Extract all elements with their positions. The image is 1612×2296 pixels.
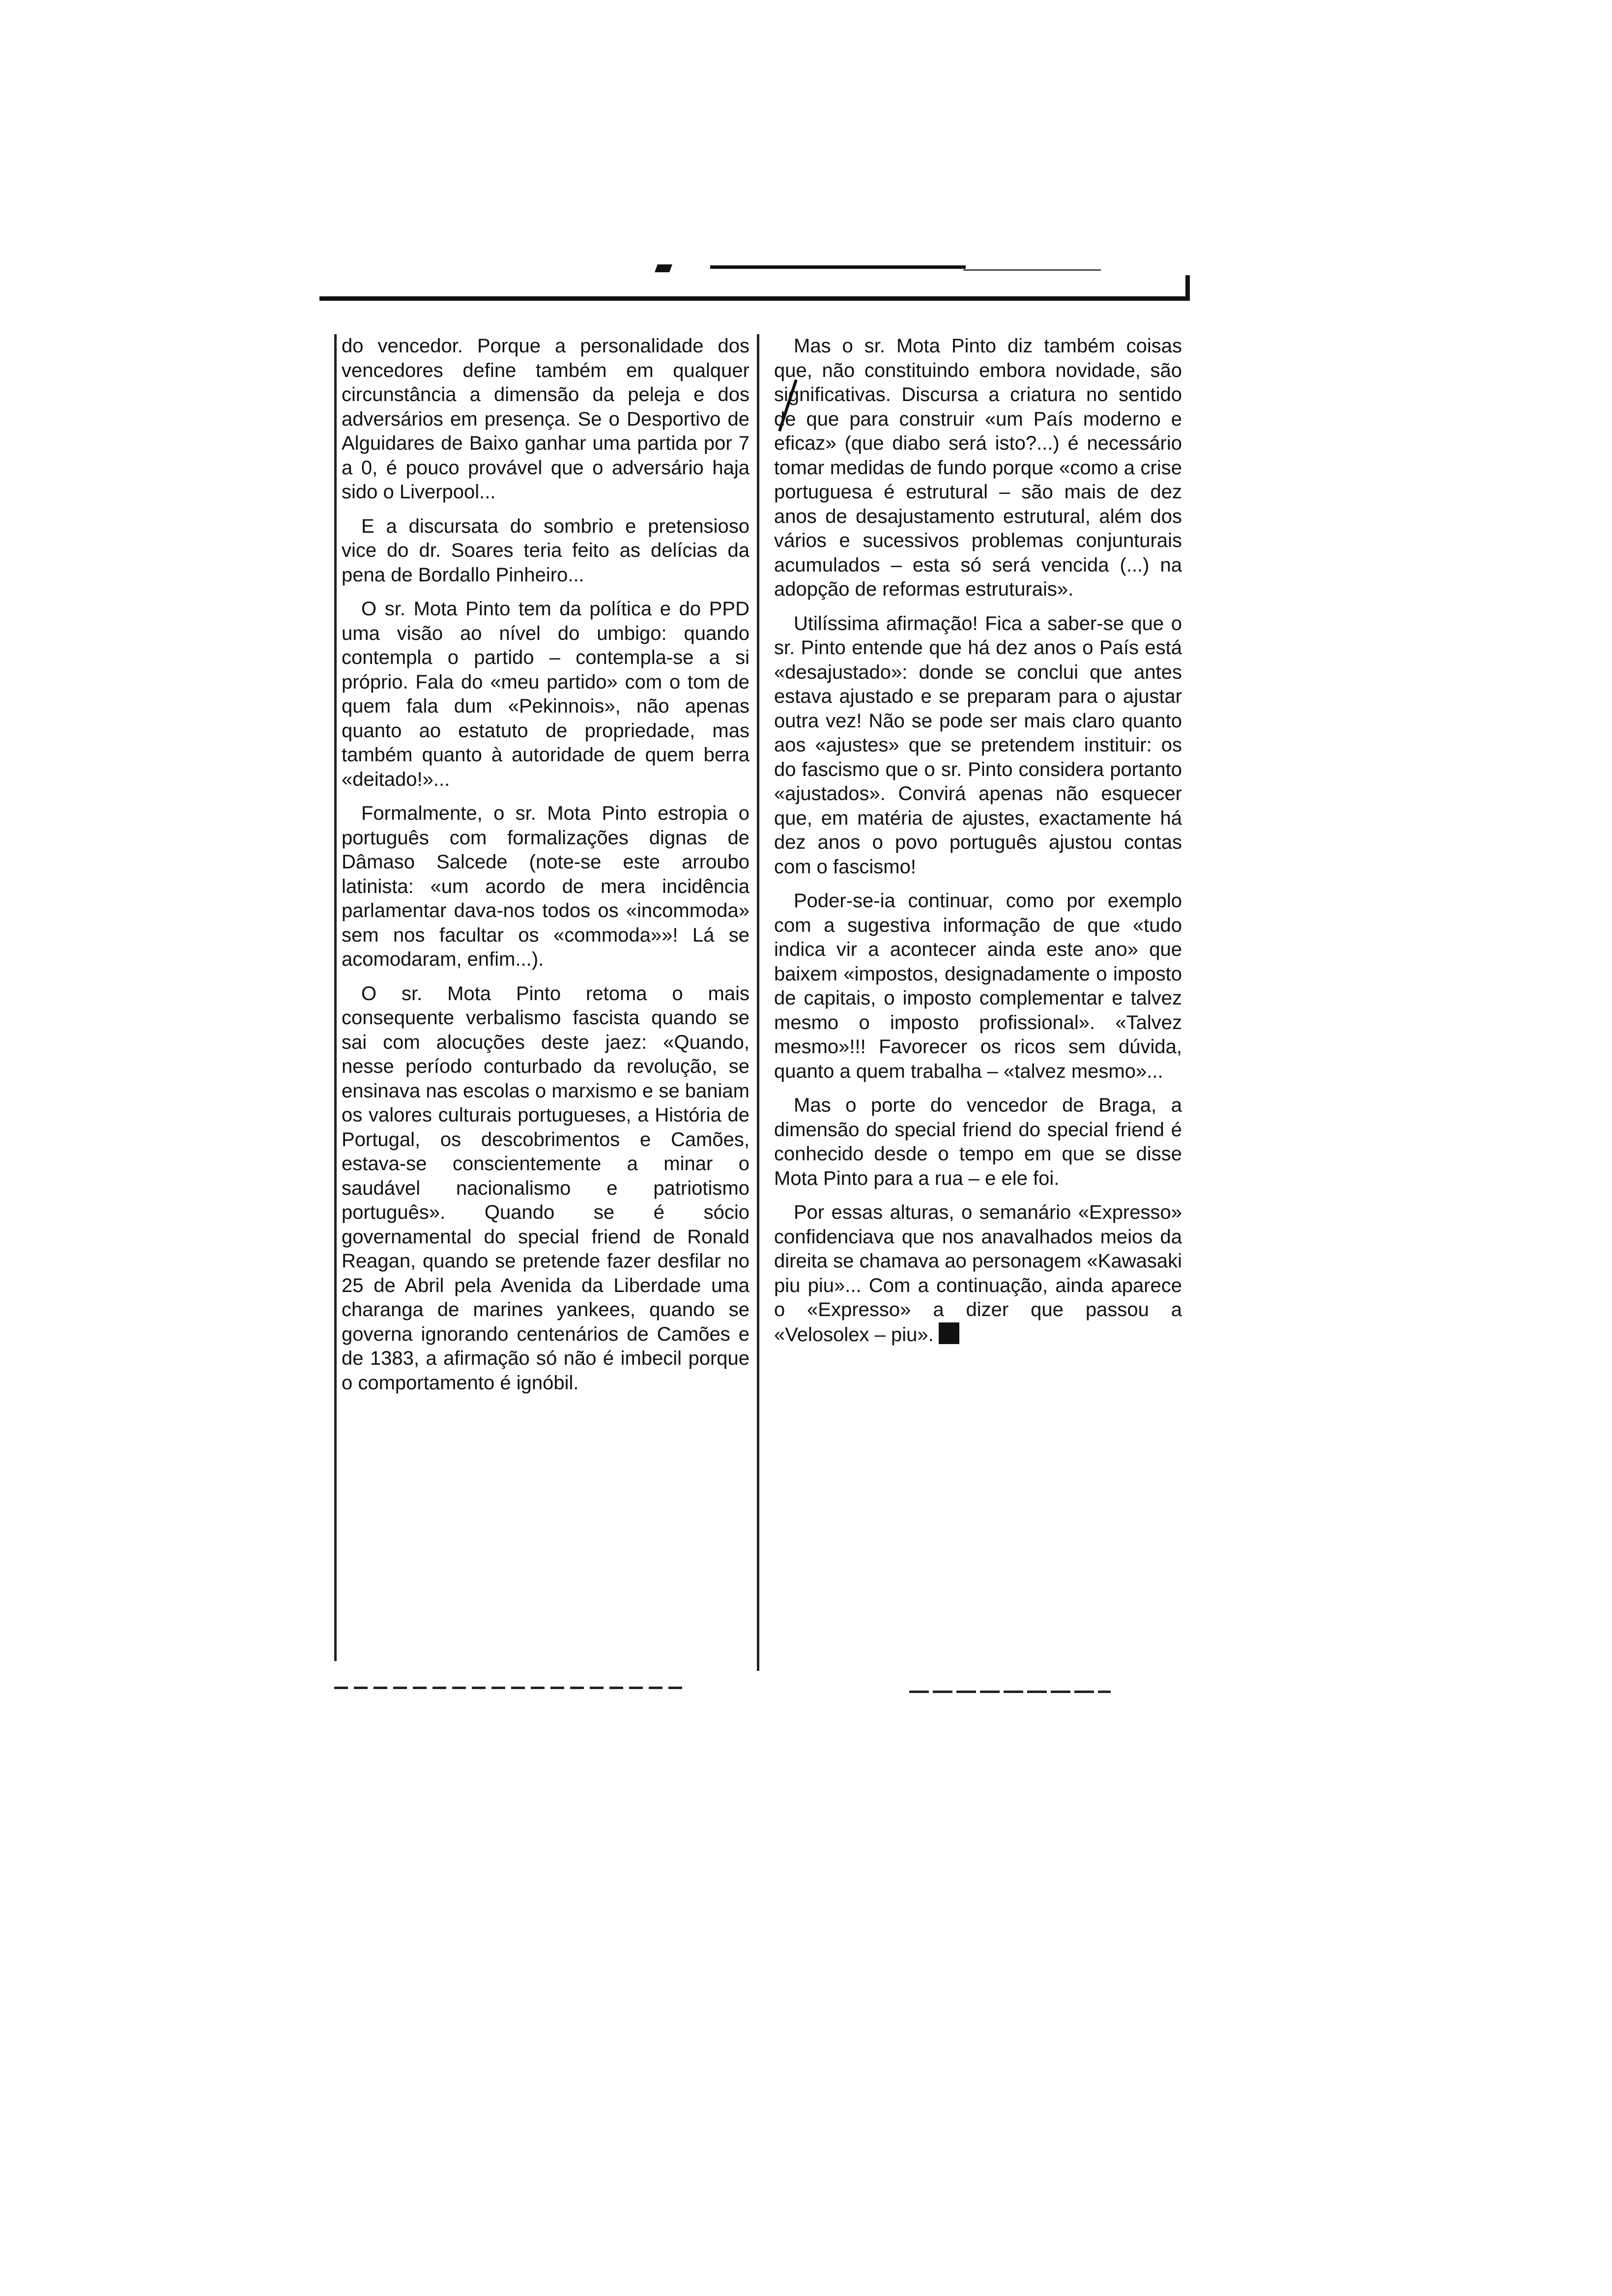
paragraph-text: Por essas alturas, o semanário «Expresso» confidenciava que nos anavalhados meios da direita se chamava ao personagem «Kawasaki piu piu»... Com a continuação, ainda aparece o «Expresso» a dizer que passou a «Velosolex – piu». [774,1202,1182,1346]
paragraph: do vencedor. Porque a personalidade dos vencedores define também em qualquer circunstância a dimensão da peleja e dos adversários em presença. Se o Desportivo de Alguidares de Baixo ganhar uma partida por 7 a 0, é pouco provável que o adversário haja sido o Liverpool... [342,335,749,503]
top-rule-corner [1185,275,1190,301]
paragraph: Utilíssima afirmação! Fica a saber-se que o sr. Pinto entende que há dez anos o País está «desajustado»: donde se conclui que antes estava ajustado e se preparam para o ajustar outra vez! Não se pode ser mais claro quanto aos «ajustes» que se pretendem instituir: os do fascismo que o sr. Pinto considera portanto «ajustados». Convirá apenas não esquecer que, em matéria de ajustes, exactamente há dez anos o povo português ajustou contas com o fascismo! [774,612,1182,878]
top-rule [319,296,1189,301]
paragraph: E a discursata do sombrio e pretensioso vice do dr. Soares teria feito as delícias da pena de Bordallo Pinheiro... [342,515,749,586]
header-mark [655,264,672,272]
bottom-dashes-left [334,1687,688,1689]
paragraph: Formalmente, o sr. Mota Pinto estropia o português com formalizações dignas de Dâmaso Salcede (note-se este arroubo latinista: «um acordo de mera incidência parlamentar dava-nos todos os «incommoda» sem nos facultar os «commoda»»! Lá se acomodaram, enfim...). [342,803,749,970]
paragraph: Poder-se-ia continuar, como por exemplo com a sugestiva informação de que «tudo indica vir a acontecer ainda este ano» que baixem «impostos, designadamente o imposto de capitais, o imposto complementar e talvez mesmo o imposto profissional». «Talvez mesmo»!!! Favorecer os ricos sem dúvida, quanto a quem trabalha – «talvez mesmo»... [774,890,1182,1082]
paragraph: O sr. Mota Pinto retoma o mais consequente verbalismo fascista quando se sai com alocuções deste jaez: «Quando, nesse período conturbado da revolução, se ensinava nas escolas o marxismo e se baniam os valores culturais portugueses, a História de Portugal, os descobrimentos e Camões, estava-se conscientemente a minar o saudável nacionalismo e patriotismo português». Quando se é sócio governamental do special friend de Ronald Reagan, quando se pretende fazer desfilar no 25 de Abril pela Avenida da Liberdade uma charanga de marines yankees, quando se governa ignorando centenários de Camões e de 1383, a afirmação só não é imbecil porque o comportamento é ignóbil. [342,982,749,1394]
paragraph: Mas o sr. Mota Pinto diz também coisas que, não constituindo embora novidade, são significativas. Discursa a criatura no sentido de que para construir «um País moderno e eficaz» (que diabo será isto?...) é necessário tomar medidas de fundo porque «como a crise portuguesa é estrutural – são mais de dez anos de desajustamento estrutural, além dos vários e sucessivos problemas conjunturais acumulados – esta só será vencida (...) na adopção de reformas estruturais». [774,335,1182,600]
left-column [334,334,749,1661]
header-line-thin [963,269,1101,271]
end-of-article-mark [939,1322,959,1344]
paragraph-final [774,1201,1182,1347]
bottom-dashes-right [909,1691,1111,1693]
right-column [757,334,1182,1671]
paragraph: O sr. Mota Pinto tem da política e do PPD uma visão ao nível do umbigo: quando contempla o partido – contempla-se a si próprio. Fala do «meu partido» com o tom de quem fala dum «Pekinnois», não apenas quanto ao estatuto de propriedade, mas também quanto à autoridade de quem berra «deitado!»... [342,598,749,790]
paragraph: Mas o porte do vencedor de Braga, a dimensão do special friend do special friend é conhecido desde o tempo em que se disse Mota Pinto para a rua – e ele foi. [774,1094,1182,1189]
header-line [710,265,966,269]
